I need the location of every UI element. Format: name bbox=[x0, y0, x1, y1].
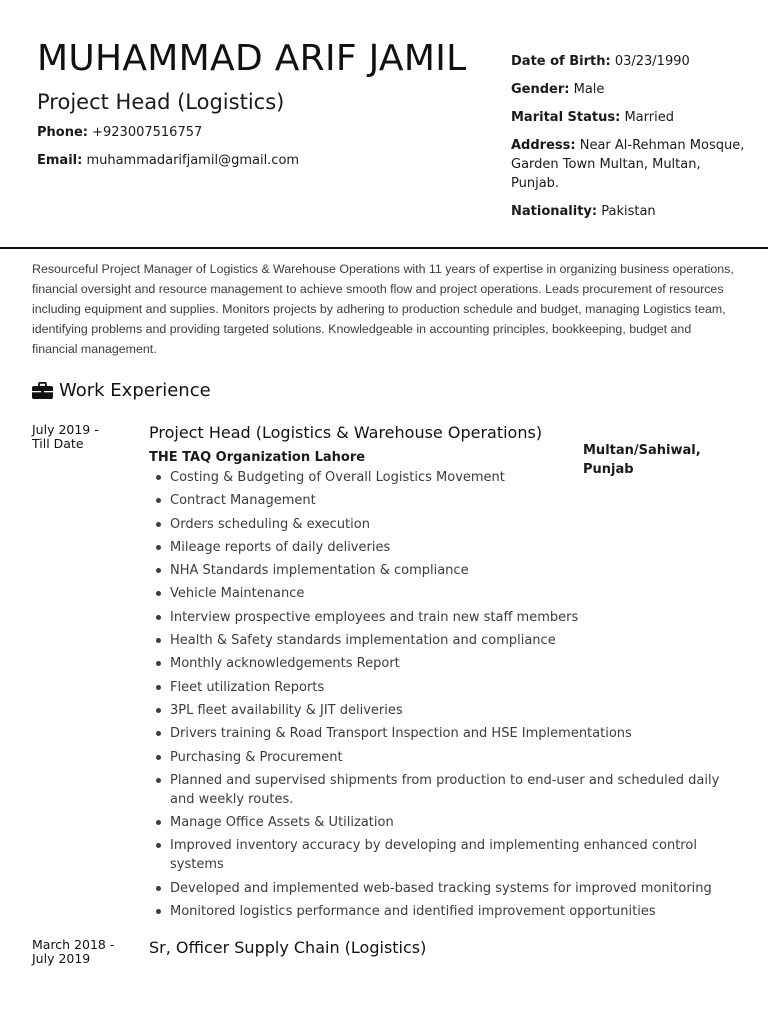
address-row bbox=[511, 136, 751, 193]
duty-item: Orders scheduling & execution bbox=[149, 515, 724, 534]
nationality-row bbox=[511, 202, 751, 221]
duty-item: Improved inventory accuracy by developing and implementing enhanced control systems bbox=[149, 836, 724, 874]
email-label: Email: bbox=[37, 153, 83, 168]
job-date-start: March 2018 - bbox=[32, 937, 115, 952]
job-date-start: July 2019 - bbox=[32, 422, 99, 437]
marital-row bbox=[511, 108, 751, 127]
job-dates bbox=[32, 423, 132, 451]
candidate-name: MUHAMMAD ARIF JAMIL bbox=[37, 38, 467, 79]
gender-value: Male bbox=[573, 82, 605, 97]
duty-item: Monthly acknowledgements Report bbox=[149, 654, 724, 673]
job-dates bbox=[32, 938, 132, 966]
duty-item: Monitored logistics performance and identified improvement opportunities bbox=[149, 902, 724, 921]
job-date-end: July 2019 bbox=[32, 951, 91, 966]
duty-item: Purchasing & Procurement bbox=[149, 748, 724, 767]
duty-item: Health & Safety standards implementation and compliance bbox=[149, 631, 724, 650]
duty-item: Interview prospective employees and train new staff members bbox=[149, 608, 724, 627]
duty-item: Costing & Budgeting of Overall Logistics Movement bbox=[149, 468, 724, 487]
duty-item: Fleet utilization Reports bbox=[149, 678, 724, 697]
briefcase-icon bbox=[32, 382, 53, 399]
job-role: Sr, Officer Supply Chain (Logistics) bbox=[149, 938, 427, 957]
phone-line bbox=[37, 125, 202, 140]
duty-item: Planned and supervised shipments from production to end-user and scheduled daily and weekly routes. bbox=[149, 771, 724, 809]
duty-item: NHA Standards implementation & compliance bbox=[149, 561, 724, 580]
dob-label: Date of Birth: bbox=[511, 54, 611, 69]
marital-value: Married bbox=[624, 110, 674, 125]
duty-item: Developed and implemented web-based tracking systems for improved monitoring bbox=[149, 879, 724, 898]
phone-label: Phone: bbox=[37, 125, 88, 140]
duty-item: Contract Management bbox=[149, 491, 724, 510]
duty-item: Mileage reports of daily deliveries bbox=[149, 538, 724, 557]
duty-item: Vehicle Maintenance bbox=[149, 584, 724, 603]
nationality-label: Nationality: bbox=[511, 204, 598, 219]
job-date-end: Till Date bbox=[32, 436, 84, 451]
address-value: Near Al-Rehman Mosque, Garden Town Multan, Multan, Punjab. bbox=[511, 138, 745, 191]
job-company: THE TAQ Organization Lahore bbox=[149, 450, 366, 465]
email-line bbox=[37, 153, 299, 168]
work-experience-title: Work Experience bbox=[59, 380, 211, 401]
gender-label: Gender: bbox=[511, 82, 570, 97]
marital-label: Marital Status: bbox=[511, 110, 621, 125]
gender-row bbox=[511, 80, 751, 99]
job-location: Multan/Sahiwal, Punjab bbox=[583, 443, 701, 477]
dob-value: 03/23/1990 bbox=[614, 54, 690, 69]
work-experience-heading bbox=[32, 380, 211, 401]
professional-summary: Resourceful Project Manager of Logistics & Warehouse Operations with 11 years of expertise in organizing business operations, financial oversight and resource management to achieve smooth flow and project operations. Leads procurement of resources including equipment and supplies. Monitors projects by adhering to production schedule and budget, managing Logistics team, identifying problems and providing targeted solutions. Knowledgeable in accounting principles, bookkeeping, budget and financial management. bbox=[32, 262, 734, 356]
duty-item: Drivers training & Road Transport Inspection and HSE Implementations bbox=[149, 724, 724, 743]
address-label: Address: bbox=[511, 138, 576, 153]
nationality-value: Pakistan bbox=[601, 204, 656, 219]
email-value: muhammadarifjamil@gmail.com bbox=[86, 153, 300, 168]
personal-details bbox=[511, 52, 751, 230]
phone-value: +923007516757 bbox=[92, 125, 203, 140]
duty-item: Manage Office Assets & Utilization bbox=[149, 813, 724, 832]
header-divider bbox=[0, 247, 768, 249]
candidate-title: Project Head (Logistics) bbox=[37, 90, 285, 114]
duty-item: 3PL fleet availability & JIT deliveries bbox=[149, 701, 724, 720]
job-role: Project Head (Logistics & Warehouse Operations) bbox=[149, 423, 543, 442]
job-duties-list bbox=[149, 468, 724, 925]
dob-row bbox=[511, 52, 751, 71]
